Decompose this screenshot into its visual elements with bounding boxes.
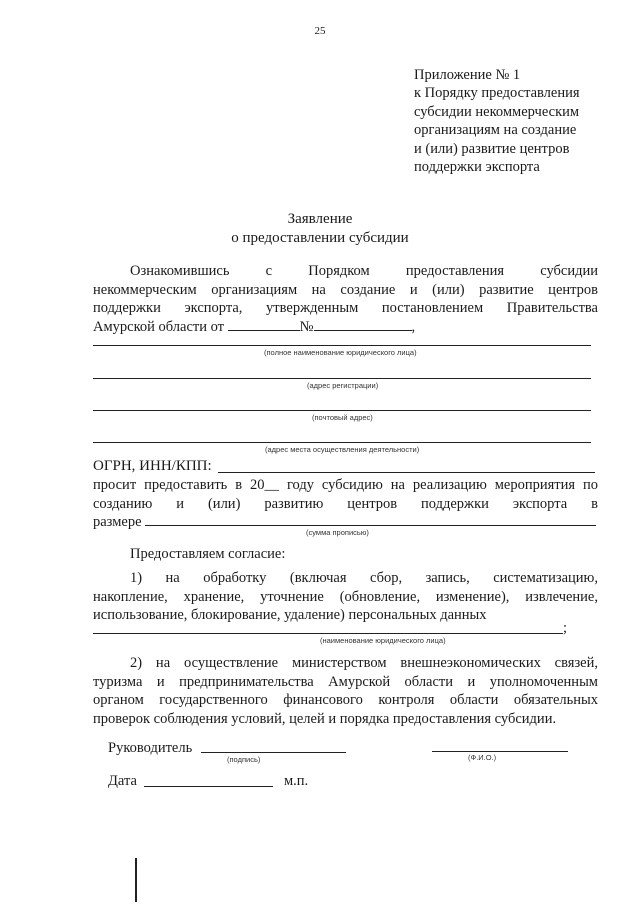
request-paragraph (93, 476, 598, 532)
entity-name-caption: (наименование юридического лица) (320, 636, 446, 645)
reg-address-field[interactable] (93, 378, 591, 379)
reg-address-caption: (адрес регистрации) (307, 381, 379, 390)
intro-line: поддержки экспорта, утвержденным постановлением Правительства (93, 300, 598, 317)
scan-margin-mark (135, 858, 137, 902)
appendix-line: и (или) развитие центров (414, 140, 570, 157)
item1-semicolon: ; (563, 620, 568, 636)
fio-field[interactable] (432, 751, 568, 752)
consent-line: туризма и предпринимательства Амурской области и уполномоченным (93, 673, 598, 690)
intro-paragraph: Ознакомившись с Порядком предоставления субсидии некоммерческим организациям на создание и (или) развитие центров поддержки экспорта, утвержденным постановлением Правительства Амурской области от № , (93, 263, 598, 335)
consent-line: 2) на осуществление министерством внешнеэкономических связей, (130, 655, 598, 671)
sum-caption: (сумма прописью) (306, 528, 369, 537)
signature-field[interactable] (201, 752, 346, 753)
postal-address-caption: (почтовый адрес) (312, 413, 373, 422)
date-field[interactable] (144, 786, 273, 787)
consent-line: проверок соблюдения условий, целей и порядка предоставления субсидии. (93, 710, 557, 727)
request-line: просит предоставить в 20__ году субсидию на реализацию мероприятия по (93, 477, 598, 493)
consent-line: 1) на обработку (включая сбор, запись, систематизацию, (130, 570, 598, 586)
appendix-line: организациям на создание (414, 122, 577, 139)
consent-item-2 (93, 654, 598, 728)
page-number: 25 (314, 25, 326, 37)
entity-name-field[interactable] (93, 633, 563, 634)
signature-caption: (подпись) (227, 755, 261, 764)
fio-caption: (Ф.И.О.) (468, 753, 497, 762)
request-line: созданию и (или) развитию центров поддержки экспорта в (93, 495, 598, 512)
head-label: Руководитель (108, 740, 193, 756)
document-subtitle: о предоставлении субсидии (231, 230, 409, 246)
intro-line: Ознакомившись с Порядком предоставления субсидии (130, 263, 598, 279)
date-label: Дата (108, 773, 137, 789)
appendix-header (414, 66, 580, 176)
appendix-line: поддержки экспорта (414, 159, 540, 176)
activity-address-field[interactable] (93, 442, 591, 443)
consent-line: органом государственного финансового контроля области обязательных (93, 692, 598, 709)
ogrn-label: ОГРН, ИНН/КПП: (93, 458, 212, 474)
decree-date-field[interactable] (228, 318, 300, 331)
consent-header: Предоставляем согласие: (130, 546, 286, 562)
intro-line: некоммерческим организациям на создание и (или) развитие центров (93, 281, 598, 298)
stamp-label: м.п. (284, 773, 309, 789)
full-name-caption: (полное наименование юридического лица) (264, 348, 417, 357)
activity-address-caption: (адрес места осуществления деятельности) (265, 445, 420, 454)
sum-field[interactable] (145, 525, 596, 526)
ogrn-field[interactable] (218, 472, 595, 473)
consent-line: использование, блокирование, удаление) персональных данных (93, 607, 487, 624)
consent-item-1 (93, 569, 598, 625)
appendix-line: Приложение № 1 (414, 67, 521, 83)
full-name-field[interactable] (93, 345, 591, 346)
request-line: размере (93, 514, 142, 531)
appendix-line: к Порядку предоставления (414, 85, 580, 102)
postal-address-field[interactable] (93, 410, 591, 411)
intro-line: Амурской области от (93, 318, 225, 335)
appendix-line: субсидии некоммерческим (414, 103, 580, 120)
consent-line: накопление, хранение, уточнение (обновление, изменение), извлечение, (93, 588, 598, 605)
decree-number-field[interactable] (314, 318, 412, 331)
number-sign: № (299, 318, 314, 335)
document-title: Заявление (287, 211, 353, 227)
